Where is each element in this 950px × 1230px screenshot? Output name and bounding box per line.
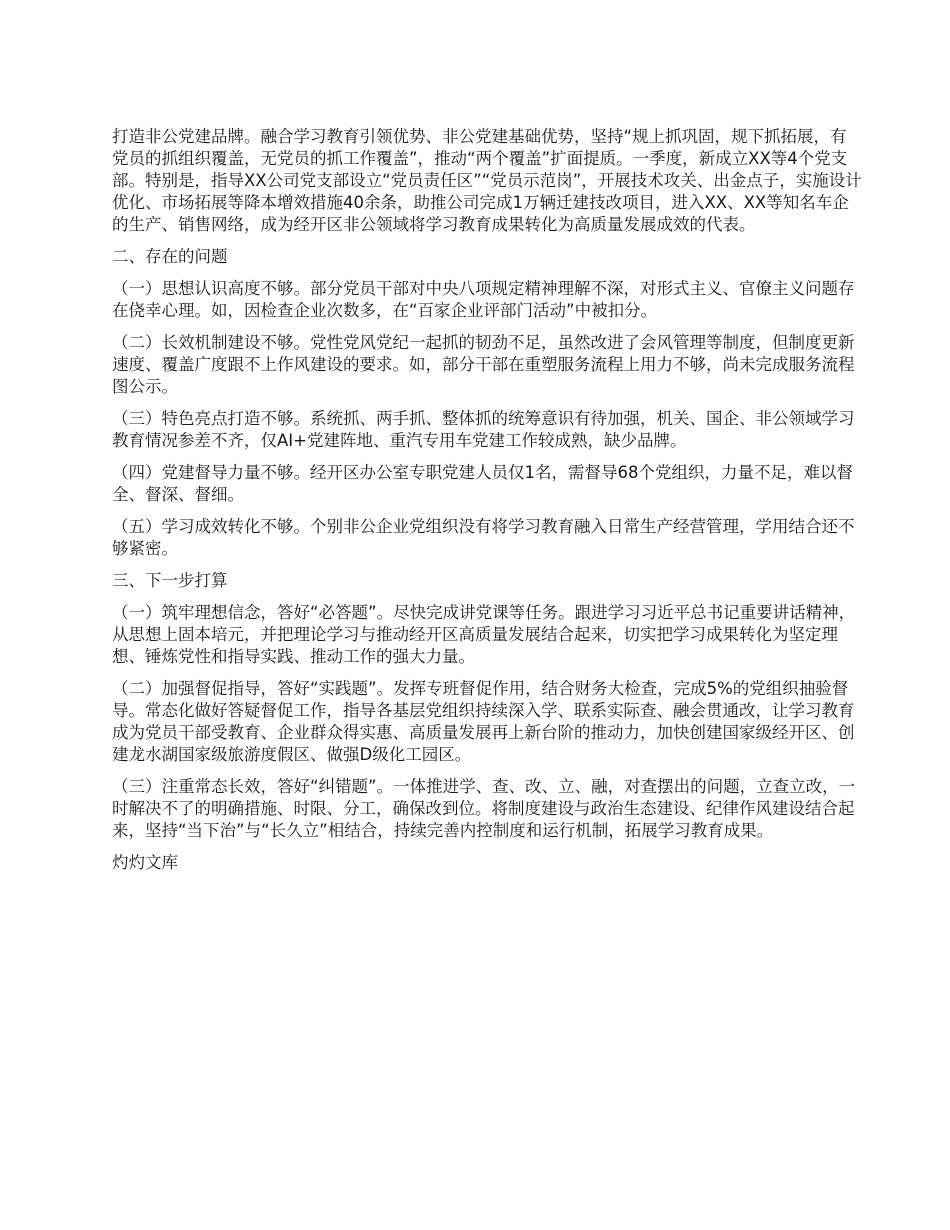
plan-item-3: （三）注重常态长效，答好“纠错题”。一体推进学、查、改、立、融，对查摆出的问题，立查立改，一时解决不了的明确措施、时限、分工，确保改到位。将制度建设与政治生态建设、纪律作风建设结合起来，坚持“当下治”与“长久立”相结合，持续完善内控制度和运行机制，拓展学习教育成果。 — [112, 777, 856, 840]
section-heading-problems: 二、存在的问题 — [112, 247, 228, 266]
source-watermark-text: 灼灼文库 — [112, 853, 178, 872]
plan-item-1: （一）筑牢理想信念，答好“必答题”。尽快完成讲党课等任务。跟进学习习近平总书记重要讲话精神，从思想上固本培元，并把理论学习与推动经开区高质量发展结合起来，切实把学习成果转化为坚定理想、锤炼党性和指导实践、推动工作的强大力量。 — [112, 603, 856, 666]
problem-item-2: （二）长效机制建设不够。党性党风党纪一起抓的韧劲不足，虽然改进了会风管理等制度，但制度更新速度、覆盖广度跟不上作风建设的要求。如，部分干部在重塑服务流程上用力不够，尚未完成服务流程图公示。 — [112, 333, 855, 396]
problem-item-4: （四）党建督导力量不够。经开区办公室专职党建人员仅1名，需督导68个党组织，力量不足，难以督全、督深、督细。 — [112, 463, 853, 504]
plan-item-2: （二）加强督促指导，答好“实践题”。发挥专班督促作用，结合财务大检查，完成5%的党组织抽验督导。常态化做好答疑督促工作，指导各基层党组织持续深入学、联系实际查、融会贯通改，让学习教育成为党员干部受教育、企业群众得实惠、高质量发展再上新台阶的推动力，加快创建国家级经开区、创建龙水湖国家级旅游度假区、做强D级化工园区。 — [112, 679, 855, 764]
problem-item-3: （三）特色亮点打造不够。系统抓、两手抓、整体抓的统筹意识有待加强，机关、国企、非公领域学习教育情况参差不齐，仅AI+党建阵地、重汽专用车党建工作较成熟，缺少品牌。 — [112, 409, 855, 450]
document-body — [112, 126, 862, 874]
intro-paragraph: 打造非公党建品牌。融合学习教育引领优势、非公党建基础优势，坚持“规上抓巩固，规下抓拓展，有党员的抓组织覆盖，无党员的抓工作覆盖”，推动“两个覆盖”扩面提质。一季度，新成立XX等4个党支部。特别是，指导XX公司党支部设立“党员责任区”“党员示范岗”，开展技术攻关、出金点子，实施设计优化、市场拓展等降本增效措施40余条，助推公司完成1万辆迁建技改项目，进入XX、XX等知名车企的生产、销售网络，成为经开区非公领域将学习教育成果转化为高质量发展成效的代表。 — [112, 127, 862, 234]
problem-item-1: （一）思想认识高度不够。部分党员干部对中央八项规定精神理解不深，对形式主义、官僚主义问题存在侥幸心理。如，因检查企业次数多，在“百家企业评部门活动”中被扣分。 — [112, 279, 855, 320]
problem-item-5: （五）学习成效转化不够。个别非公企业党组织没有将学习教育融入日常生产经营管理，学用结合还不够紧密。 — [112, 517, 855, 558]
section-heading-next-steps: 三、下一步打算 — [112, 571, 228, 590]
